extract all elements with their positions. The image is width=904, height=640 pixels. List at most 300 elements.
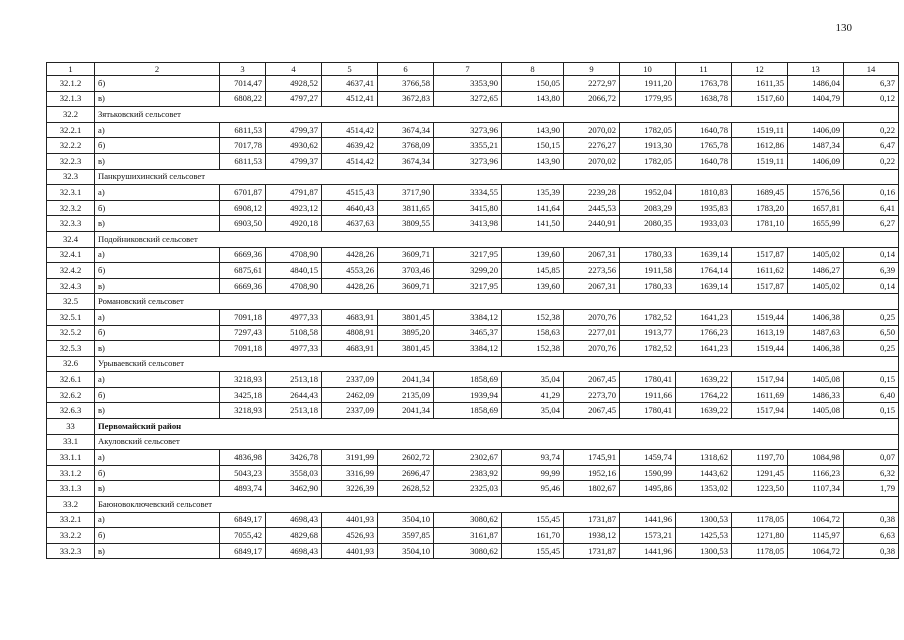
row-code: 32.3.3 [47, 216, 95, 232]
table-cell: 35,04 [502, 403, 564, 419]
table-cell: 2462,09 [322, 387, 378, 403]
table-cell: 3415,80 [434, 200, 502, 216]
table-row [47, 138, 899, 154]
table-cell: 1318,62 [676, 450, 732, 466]
table-cell: 4401,93 [322, 512, 378, 528]
row-variant: б) [95, 325, 220, 341]
table-cell: 6,63 [844, 528, 899, 544]
table-cell: 2067,45 [564, 403, 620, 419]
table-cell: 1517,87 [732, 278, 788, 294]
table-cell: 3426,78 [266, 450, 322, 466]
table-cell: 4514,42 [322, 122, 378, 138]
table-cell: 4808,91 [322, 325, 378, 341]
table-cell: 3218,93 [220, 403, 266, 419]
table-cell: 2066,72 [564, 91, 620, 107]
table-cell: 1731,87 [564, 543, 620, 559]
row-variant: б) [95, 263, 220, 279]
row-code: 32.1.3 [47, 91, 95, 107]
table-cell: 1576,56 [788, 185, 844, 201]
table-cell: 3766,58 [378, 76, 434, 92]
table-cell: 4893,74 [220, 481, 266, 497]
row-code: 32.3 [47, 169, 95, 185]
table-cell: 0,12 [844, 91, 899, 107]
table-cell: 2383,92 [434, 465, 502, 481]
table-cell: 0,14 [844, 247, 899, 263]
row-code: 33 [47, 419, 95, 435]
table-cell: 2041,34 [378, 372, 434, 388]
column-header: 13 [788, 63, 844, 76]
table-cell: 2067,31 [564, 247, 620, 263]
table-cell: 6,41 [844, 200, 899, 216]
table-cell: 1291,45 [732, 465, 788, 481]
table-cell: 4428,26 [322, 247, 378, 263]
table-row [47, 481, 899, 497]
table-cell: 2273,70 [564, 387, 620, 403]
table-cell: 1166,23 [788, 465, 844, 481]
table-cell: 1952,16 [564, 465, 620, 481]
column-header: 11 [676, 63, 732, 76]
table-cell: 1763,78 [676, 76, 732, 92]
row-code: 32.4.3 [47, 278, 95, 294]
table-cell: 1938,12 [564, 528, 620, 544]
table-cell: 143,90 [502, 122, 564, 138]
table-cell: 3273,96 [434, 122, 502, 138]
table-cell: 2083,29 [620, 200, 676, 216]
table-cell: 1487,63 [788, 325, 844, 341]
table-cell: 3272,65 [434, 91, 502, 107]
table-cell: 2277,01 [564, 325, 620, 341]
table-cell: 2272,97 [564, 76, 620, 92]
table-cell: 1590,99 [620, 465, 676, 481]
table-cell: 2644,43 [266, 387, 322, 403]
table-cell: 1782,05 [620, 122, 676, 138]
table-cell: 0,22 [844, 122, 899, 138]
group-row [47, 434, 899, 450]
table-cell: 3609,71 [378, 247, 434, 263]
table-cell: 1441,96 [620, 543, 676, 559]
table-cell: 1641,23 [676, 309, 732, 325]
table-cell: 1911,20 [620, 76, 676, 92]
table-cell: 1782,52 [620, 341, 676, 357]
row-variant: а) [95, 450, 220, 466]
table-cell: 41,29 [502, 387, 564, 403]
row-code: 32.4 [47, 231, 95, 247]
table-cell: 1655,99 [788, 216, 844, 232]
table-cell: 0,22 [844, 153, 899, 169]
page-number: 130 [835, 22, 852, 34]
row-code: 32.3.2 [47, 200, 95, 216]
group-row [47, 107, 899, 123]
table-cell: 2067,31 [564, 278, 620, 294]
table-row [47, 278, 899, 294]
table-cell: 150,05 [502, 76, 564, 92]
table-cell: 135,39 [502, 185, 564, 201]
table-cell: 1657,81 [788, 200, 844, 216]
table-row [47, 543, 899, 559]
table-cell: 2070,02 [564, 153, 620, 169]
table-cell: 1486,04 [788, 76, 844, 92]
table-cell: 145,85 [502, 263, 564, 279]
table-cell: 1745,91 [564, 450, 620, 466]
table-cell: 0,07 [844, 450, 899, 466]
table-cell: 4514,42 [322, 153, 378, 169]
row-code: 32.6 [47, 356, 95, 372]
table-cell: 0,14 [844, 278, 899, 294]
table-row [47, 372, 899, 388]
table-row [47, 341, 899, 357]
column-header: 2 [95, 63, 220, 76]
table-cell: 1405,02 [788, 278, 844, 294]
table-row [47, 403, 899, 419]
settlement-name: Баюновоключевский сельсовет [95, 497, 899, 513]
table-cell: 0,15 [844, 372, 899, 388]
table-cell: 1913,30 [620, 138, 676, 154]
table-cell: 1404,79 [788, 91, 844, 107]
table-cell: 2513,18 [266, 403, 322, 419]
settlement-name: Романовский сельсовет [95, 294, 899, 310]
table-cell: 5043,23 [220, 465, 266, 481]
table-cell: 6,39 [844, 263, 899, 279]
table-cell: 4799,37 [266, 153, 322, 169]
district-name: Первомайский район [95, 419, 899, 435]
table-cell: 4401,93 [322, 543, 378, 559]
table-cell: 3809,55 [378, 216, 434, 232]
table-cell: 3080,62 [434, 543, 502, 559]
row-code: 32.2 [47, 107, 95, 123]
table-cell: 3895,20 [378, 325, 434, 341]
table-cell: 3717,90 [378, 185, 434, 201]
settlement-name: Урываевский сельсовет [95, 356, 899, 372]
table-cell: 1911,58 [620, 263, 676, 279]
settlement-name: Подойниковский сельсовет [95, 231, 899, 247]
row-variant: в) [95, 216, 220, 232]
table-body [47, 76, 899, 559]
table-cell: 1780,41 [620, 372, 676, 388]
table-cell: 1780,33 [620, 278, 676, 294]
table-cell: 3425,18 [220, 387, 266, 403]
table-cell: 6875,61 [220, 263, 266, 279]
table-cell: 4553,26 [322, 263, 378, 279]
table-cell: 1064,72 [788, 512, 844, 528]
row-variant: в) [95, 91, 220, 107]
table-cell: 4829,68 [266, 528, 322, 544]
table-cell: 143,80 [502, 91, 564, 107]
table-cell: 99,99 [502, 465, 564, 481]
row-variant: а) [95, 185, 220, 201]
group-row [47, 231, 899, 247]
table-cell: 1064,72 [788, 543, 844, 559]
table-cell: 1519,44 [732, 309, 788, 325]
table-cell: 2628,52 [378, 481, 434, 497]
table-row [47, 465, 899, 481]
group-row [47, 497, 899, 513]
table-cell: 4977,33 [266, 341, 322, 357]
table-cell: 4637,63 [322, 216, 378, 232]
table-cell: 93,74 [502, 450, 564, 466]
table-cell: 1952,04 [620, 185, 676, 201]
column-header: 5 [322, 63, 378, 76]
table-cell: 3353,90 [434, 76, 502, 92]
table-cell: 141,64 [502, 200, 564, 216]
table-cell: 1178,05 [732, 543, 788, 559]
table-cell: 1689,45 [732, 185, 788, 201]
table-cell: 1933,03 [676, 216, 732, 232]
table-cell: 4637,41 [322, 76, 378, 92]
table-cell: 2080,35 [620, 216, 676, 232]
row-variant: б) [95, 387, 220, 403]
table-cell: 152,38 [502, 341, 564, 357]
table-cell: 2602,72 [378, 450, 434, 466]
table-cell: 3316,99 [322, 465, 378, 481]
table-cell: 1641,23 [676, 341, 732, 357]
table-cell: 1486,33 [788, 387, 844, 403]
tariff-table [46, 62, 899, 559]
table-cell: 4928,52 [266, 76, 322, 92]
table-cell: 0,25 [844, 309, 899, 325]
row-code: 33.2.1 [47, 512, 95, 528]
table-cell: 1639,14 [676, 278, 732, 294]
table-cell: 1639,22 [676, 403, 732, 419]
table-cell: 3504,10 [378, 512, 434, 528]
table-cell: 3801,45 [378, 341, 434, 357]
table-cell: 6,50 [844, 325, 899, 341]
table-cell: 1353,02 [676, 481, 732, 497]
table-row [47, 153, 899, 169]
group-row [47, 294, 899, 310]
table-cell: 2067,45 [564, 372, 620, 388]
table-cell: 1731,87 [564, 512, 620, 528]
row-variant: а) [95, 512, 220, 528]
table-cell: 4512,41 [322, 91, 378, 107]
table-cell: 1939,94 [434, 387, 502, 403]
table-cell: 7055,42 [220, 528, 266, 544]
table-cell: 3465,37 [434, 325, 502, 341]
table-cell: 3161,87 [434, 528, 502, 544]
table-cell: 6,40 [844, 387, 899, 403]
row-variant: в) [95, 481, 220, 497]
table-cell: 3299,20 [434, 263, 502, 279]
settlement-name: Зятьковский сельсовет [95, 107, 899, 123]
row-code: 32.6.1 [47, 372, 95, 388]
column-header: 1 [47, 63, 95, 76]
table-cell: 1495,86 [620, 481, 676, 497]
table-cell: 7091,18 [220, 309, 266, 325]
table-cell: 3703,46 [378, 263, 434, 279]
table-cell: 1405,08 [788, 403, 844, 419]
table-cell: 1271,80 [732, 528, 788, 544]
group-row [47, 169, 899, 185]
table-cell: 1145,97 [788, 528, 844, 544]
table-cell: 6908,12 [220, 200, 266, 216]
table-cell: 1810,83 [676, 185, 732, 201]
table-row [47, 122, 899, 138]
row-variant: а) [95, 247, 220, 263]
row-variant: в) [95, 403, 220, 419]
table-cell: 4639,42 [322, 138, 378, 154]
table-cell: 155,45 [502, 512, 564, 528]
row-variant: а) [95, 309, 220, 325]
table-row [47, 76, 899, 92]
table-cell: 1766,23 [676, 325, 732, 341]
table-cell: 1406,09 [788, 122, 844, 138]
table-cell: 1765,78 [676, 138, 732, 154]
table-cell: 1639,22 [676, 372, 732, 388]
table-cell: 7091,18 [220, 341, 266, 357]
table-cell: 1178,05 [732, 512, 788, 528]
table-row [47, 387, 899, 403]
row-code: 33.1.2 [47, 465, 95, 481]
table-cell: 3504,10 [378, 543, 434, 559]
table-cell: 2239,28 [564, 185, 620, 201]
row-code: 32.3.1 [47, 185, 95, 201]
table-cell: 141,50 [502, 216, 564, 232]
table-cell: 1781,10 [732, 216, 788, 232]
table-cell: 6808,22 [220, 91, 266, 107]
row-code: 32.5.3 [47, 341, 95, 357]
table-cell: 1425,53 [676, 528, 732, 544]
table-cell: 4840,15 [266, 263, 322, 279]
group-row [47, 356, 899, 372]
table-cell: 139,60 [502, 247, 564, 263]
table-cell: 1084,98 [788, 450, 844, 466]
table-cell: 1406,09 [788, 153, 844, 169]
table-cell: 1611,62 [732, 263, 788, 279]
table-cell: 3597,85 [378, 528, 434, 544]
table-cell: 1858,69 [434, 403, 502, 419]
row-variant: в) [95, 278, 220, 294]
row-code: 32.6.2 [47, 387, 95, 403]
table-row [47, 247, 899, 263]
table-cell: 4708,90 [266, 278, 322, 294]
table-cell: 1517,94 [732, 372, 788, 388]
table-cell: 1640,78 [676, 153, 732, 169]
row-code: 32.5 [47, 294, 95, 310]
table-cell: 4698,43 [266, 512, 322, 528]
table-cell: 1223,50 [732, 481, 788, 497]
table-cell: 0,16 [844, 185, 899, 201]
table-cell: 7017,78 [220, 138, 266, 154]
row-code: 33.2.2 [47, 528, 95, 544]
table-cell: 6811,53 [220, 153, 266, 169]
row-variant: б) [95, 465, 220, 481]
table-cell: 1638,78 [676, 91, 732, 107]
table-cell: 1780,41 [620, 403, 676, 419]
table-cell: 6,27 [844, 216, 899, 232]
table-cell: 3462,90 [266, 481, 322, 497]
table-cell: 0,38 [844, 543, 899, 559]
row-variant: а) [95, 122, 220, 138]
table-cell: 4683,91 [322, 309, 378, 325]
table-cell: 6849,17 [220, 543, 266, 559]
table-cell: 1858,69 [434, 372, 502, 388]
table-cell: 1406,38 [788, 341, 844, 357]
table-cell: 1459,74 [620, 450, 676, 466]
settlement-name: Акуловский сельсовет [95, 434, 899, 450]
table-cell: 155,45 [502, 543, 564, 559]
table-cell: 1782,05 [620, 153, 676, 169]
table-cell: 6669,36 [220, 278, 266, 294]
table-cell: 1611,35 [732, 76, 788, 92]
table-cell: 2440,91 [564, 216, 620, 232]
table-cell: 3217,95 [434, 247, 502, 263]
row-code: 33.1 [47, 434, 95, 450]
table-cell: 0,15 [844, 403, 899, 419]
table-cell: 1779,95 [620, 91, 676, 107]
column-header-row [47, 63, 899, 76]
table-cell: 2325,03 [434, 481, 502, 497]
table-cell: 2276,27 [564, 138, 620, 154]
table-cell: 4708,90 [266, 247, 322, 263]
table-cell: 3384,12 [434, 309, 502, 325]
table-cell: 1764,22 [676, 387, 732, 403]
table-cell: 161,70 [502, 528, 564, 544]
table-cell: 6701,87 [220, 185, 266, 201]
table-cell: 1613,19 [732, 325, 788, 341]
column-header: 9 [564, 63, 620, 76]
table-cell: 1612,86 [732, 138, 788, 154]
table-row [47, 450, 899, 466]
table-cell: 0,38 [844, 512, 899, 528]
table-cell: 2302,67 [434, 450, 502, 466]
table-cell: 4923,12 [266, 200, 322, 216]
table-row [47, 528, 899, 544]
row-code: 33.1.3 [47, 481, 95, 497]
table-cell: 1573,21 [620, 528, 676, 544]
table-cell: 1517,60 [732, 91, 788, 107]
table-cell: 152,38 [502, 309, 564, 325]
table-cell: 4920,18 [266, 216, 322, 232]
table-cell: 4526,93 [322, 528, 378, 544]
row-code: 32.2.2 [47, 138, 95, 154]
table-cell: 1487,34 [788, 138, 844, 154]
table-cell: 3226,39 [322, 481, 378, 497]
table-cell: 3674,34 [378, 122, 434, 138]
table-cell: 1640,78 [676, 122, 732, 138]
settlement-name: Панкрушихинский сельсовет [95, 169, 899, 185]
table-cell: 3217,95 [434, 278, 502, 294]
table-cell: 1913,77 [620, 325, 676, 341]
table-cell: 158,63 [502, 325, 564, 341]
table-cell: 1441,96 [620, 512, 676, 528]
table-cell: 3191,99 [322, 450, 378, 466]
table-cell: 139,60 [502, 278, 564, 294]
table-row [47, 309, 899, 325]
row-code: 32.5.1 [47, 309, 95, 325]
table-row [47, 216, 899, 232]
table-row [47, 200, 899, 216]
table-cell: 2513,18 [266, 372, 322, 388]
row-variant: б) [95, 138, 220, 154]
row-code: 32.4.1 [47, 247, 95, 263]
table-cell: 6669,36 [220, 247, 266, 263]
table-row [47, 512, 899, 528]
table-cell: 4698,43 [266, 543, 322, 559]
table-cell: 1519,44 [732, 341, 788, 357]
row-variant: б) [95, 76, 220, 92]
table-cell: 4791,87 [266, 185, 322, 201]
table-cell: 2070,02 [564, 122, 620, 138]
row-code: 33.2 [47, 497, 95, 513]
table-cell: 2273,56 [564, 263, 620, 279]
table-cell: 1764,14 [676, 263, 732, 279]
table-cell: 2041,34 [378, 403, 434, 419]
table-cell: 6,37 [844, 76, 899, 92]
table-cell: 4515,43 [322, 185, 378, 201]
table-cell: 1639,14 [676, 247, 732, 263]
table-cell: 6849,17 [220, 512, 266, 528]
district-row [47, 419, 899, 435]
table-cell: 7297,43 [220, 325, 266, 341]
